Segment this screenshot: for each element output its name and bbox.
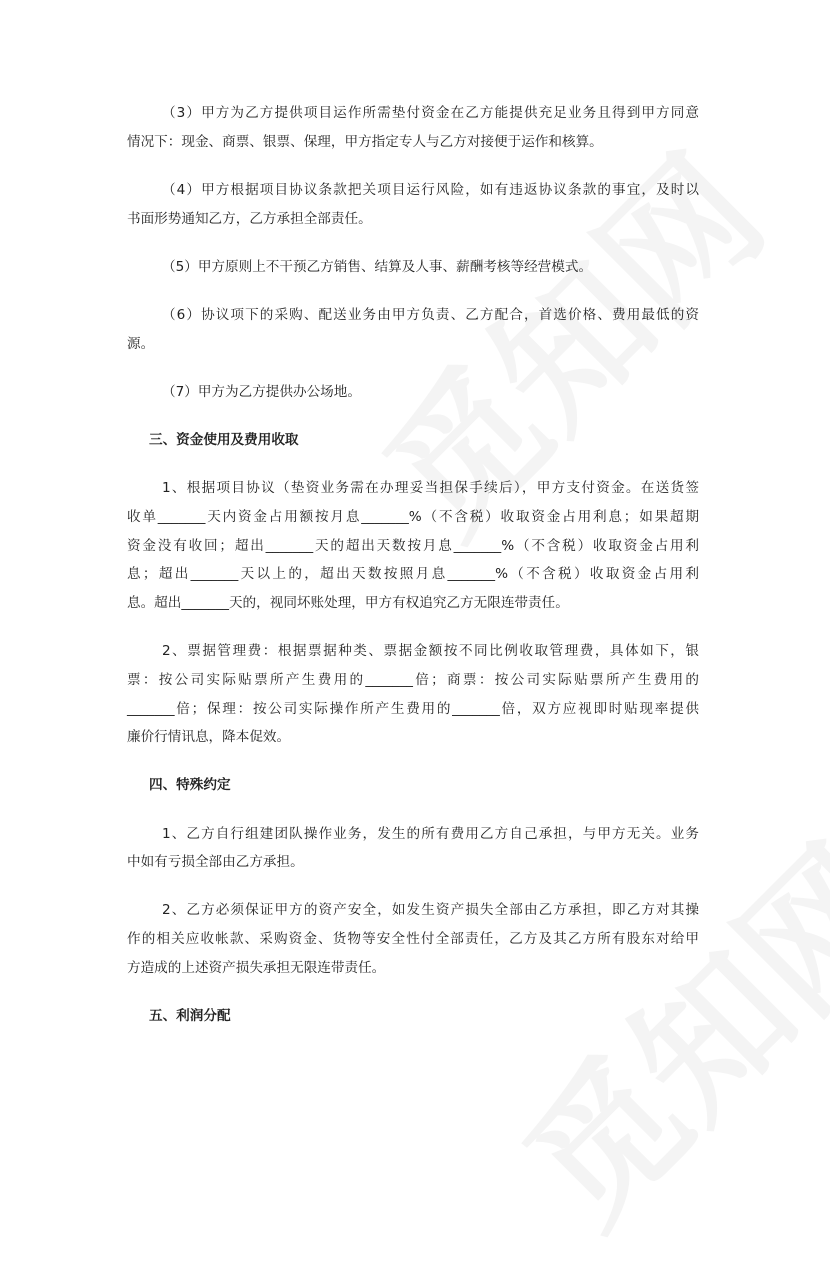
paragraph-line: 情况下：现金、商票、银票、保理，甲方指定专人与乙方对接便于运作和核算。 xyxy=(127,133,603,150)
document-page xyxy=(127,99,699,1050)
paragraph-line: 2、票据管理费：根据票据种类、票据金额按不同比例收取管理费，具体如下，银 xyxy=(162,643,699,660)
paragraph-line: 2、乙方必须保证甲方的资产安全，如发生资产损失全部由乙方承担，即乙方对其操 xyxy=(162,902,699,919)
section-heading: 三、资金使用及费用收取 xyxy=(149,432,299,448)
paragraph-line: 廉价行情讯息，降本促效。 xyxy=(127,729,291,746)
paragraph-line: （3）甲方为乙方提供项目运作所需垫付资金在乙方能提供充足业务且得到甲方同意 xyxy=(162,105,699,121)
paragraph-line: 票：按公司实际贴票所产生费用的_______倍；商票：按公司实际贴票所产生费用的 xyxy=(127,671,699,688)
paragraph xyxy=(127,253,699,282)
paragraph-line: 息；超出_______天以上的，超出天数按照月息_______%（不含税）收取资金占用利 xyxy=(127,566,699,583)
paragraph-line: 收单_______天内资金占用额按月息_______%（不含税）收取资金占用利息；如果超期 xyxy=(127,508,699,525)
paragraph-line: （5）甲方原则上不干预乙方销售、结算及人事、薪酬考核等经营模式。 xyxy=(162,258,593,275)
paragraph xyxy=(127,176,699,233)
paragraph-line: 源。 xyxy=(127,335,155,352)
paragraph-line: （7）甲方为乙方提供办公场地。 xyxy=(162,383,361,400)
paragraph-line: 1、根据项目协议（垫资业务需在办理妥当担保手续后），甲方支付资金。在送货签 xyxy=(162,480,699,497)
paragraph-line: 中如有亏损全部由乙方承担。 xyxy=(127,854,304,871)
paragraph xyxy=(127,637,699,752)
paragraph xyxy=(127,99,699,156)
paragraph-line: （6）协议项下的采购、配送业务由甲方负责、乙方配合，首选价格、费用最低的资 xyxy=(162,306,699,323)
paragraph xyxy=(127,301,699,358)
paragraph-line: 方造成的上述资产损失承担无限连带责任。 xyxy=(127,959,386,976)
paragraph xyxy=(127,820,699,877)
paragraph-line: （4）甲方根据项目协议条款把关项目运行风险，如有违返协议条款的事宜，及时以 xyxy=(162,181,699,198)
paragraph-line: 息。超出_______天的，视同坏账处理，甲方有权追究乙方无限连带责任。 xyxy=(127,594,569,611)
paragraph-line: 书面形势通知乙方，乙方承担全部责任。 xyxy=(127,210,372,227)
paragraph xyxy=(127,896,699,982)
paragraph-line: 作的相关应收帐款、采购资金、货物等安全性付全部责任，乙方及其乙方所有股东对给甲 xyxy=(127,931,699,948)
section-heading: 四、特殊约定 xyxy=(149,777,231,794)
paragraph-line: 资金没有收回；超出_______天的超出天数按月息_______%（不含税）收取资金占用利 xyxy=(127,537,699,554)
paragraph-line: 1、乙方自行组建团队操作业务，发生的所有费用乙方自己承担，与甲方无关。业务 xyxy=(162,825,699,842)
section-heading: 五、利润分配 xyxy=(149,1008,231,1024)
paragraph xyxy=(127,378,699,407)
paragraph-line: _______倍；保理：按公司实际操作所产生费用的_______倍，双方应视即时贴现率提供 xyxy=(127,700,699,717)
paragraph xyxy=(127,474,699,617)
